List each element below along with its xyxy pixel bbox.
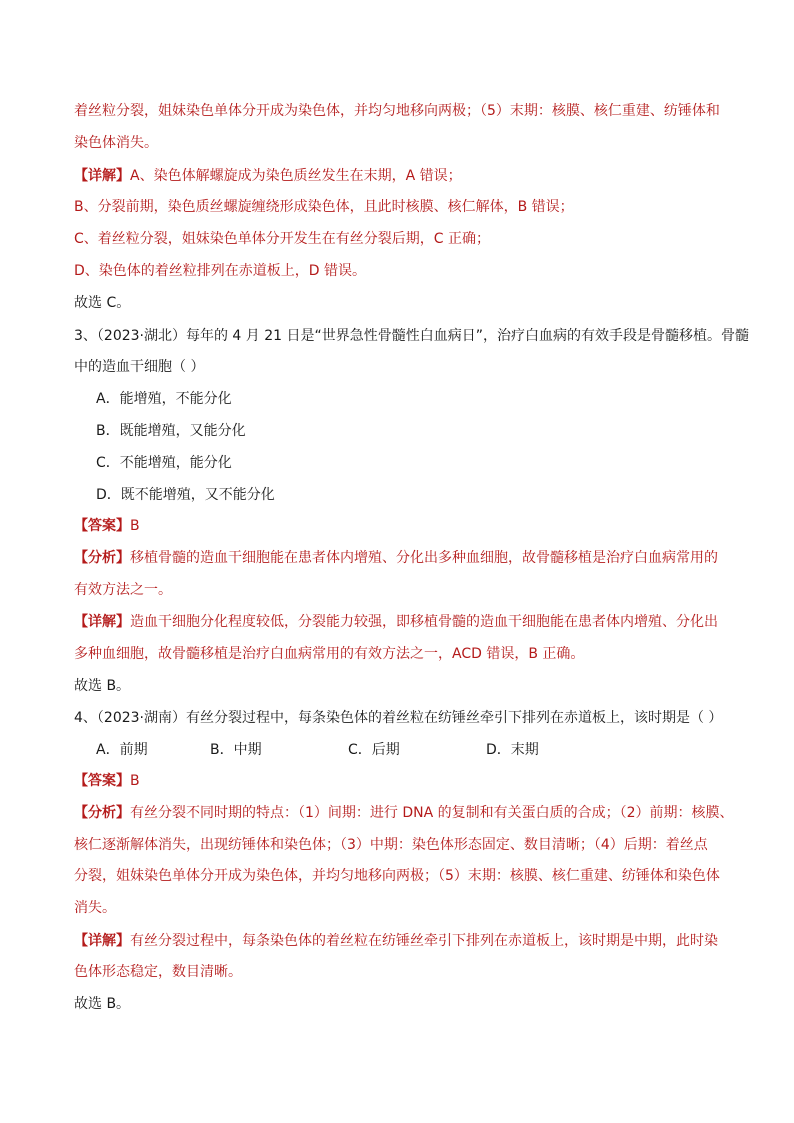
analysis-tag: 【分析】: [74, 550, 130, 566]
q3-option-a: A．能增殖，不能分化: [96, 391, 232, 407]
analysis-tag: 【分析】: [74, 805, 130, 821]
q2-detail-line-3: C、着丝粒分裂，姐妹染色单体分开发生在有丝分裂后期，C 正确；: [74, 231, 490, 247]
q4-detail-line-2: 色体形态稳定，数目清晰。: [74, 964, 242, 980]
detail-tag: 【详解】: [74, 614, 130, 630]
q3-option-b: B．既能增殖，又能分化: [96, 423, 246, 439]
q4-option-c: C．后期: [348, 742, 400, 758]
q4-answer: B: [130, 773, 140, 789]
q3-analysis-text-1: 移植骨髓的造血干细胞能在患者体内增殖、分化出多种血细胞，故骨髓移植是治疗白血病常用的: [130, 550, 718, 566]
q3-option-d: D．既不能增殖，又不能分化: [96, 487, 275, 503]
q4-detail-line-1: [74, 931, 724, 951]
q2-analysis-line-1: 着丝粒分裂，姐妹染色单体分开成为染色体，并均匀地移向两极；（5）末期：核膜、核仁重建、纺锤体和: [74, 103, 720, 119]
q3-analysis-line-1: [74, 548, 724, 568]
q3-option-c: C．不能增殖，能分化: [96, 455, 232, 471]
q2-detail-text-1: A、染色体解螺旋成为染色质丝发生在末期，A 错误；: [130, 168, 462, 184]
q2-detail-line-2: B、分裂前期，染色质丝螺旋缠绕形成染色体，且此时核膜、核仁解体，B 错误；: [74, 199, 574, 215]
answer-tag: 【答案】: [74, 518, 130, 534]
q3-answer-line: [74, 516, 724, 536]
q2-conclusion: 故选 C。: [74, 295, 131, 311]
q3-detail-line-1: [74, 612, 724, 632]
q3-stem-line-2: 中的造血干细胞（ ）: [74, 359, 205, 375]
q4-analysis-text-1: 有丝分裂不同时期的特点：（1）间期：进行 DNA 的复制和有关蛋白质的合成；（2）前期：核膜、: [130, 805, 734, 821]
q3-answer: B: [130, 518, 140, 534]
q3-conclusion: 故选 B。: [74, 678, 131, 694]
q4-stem: 4、（2023·湖南）有丝分裂过程中，每条染色体的着丝粒在纺锤丝牵引下排列在赤道板上，该时期是（ ）: [74, 710, 723, 726]
q3-stem-line-1: 3、（2023·湖北）每年的 4 月 21 日是“世界急性骨髓性白血病日”，治疗白血病的有效手段是骨髓移植。骨髓: [74, 328, 750, 344]
q4-option-a: A．前期: [96, 742, 148, 758]
q4-detail-text-1: 有丝分裂过程中，每条染色体的着丝粒在纺锤丝牵引下排列在赤道板上，该时期是中期，此时染: [130, 933, 718, 949]
q4-conclusion: 故选 B。: [74, 996, 131, 1012]
q4-option-d: D．末期: [486, 742, 539, 758]
q2-detail-line-4: D、染色体的着丝粒排列在赤道板上，D 错误。: [74, 263, 367, 279]
q4-analysis-line-4: 消失。: [74, 900, 116, 916]
q2-analysis-line-2: 染色体消失。: [74, 135, 158, 151]
q2-detail-line-1: [74, 166, 724, 186]
answer-tag: 【答案】: [74, 773, 130, 789]
q3-analysis-line-2: 有效方法之一。: [74, 582, 172, 598]
q4-analysis-line-2: 核仁逐渐解体消失，出现纺锤体和染色体；（3）中期：染色体形态固定、数目清晰；（4）后期：着丝点: [74, 837, 708, 853]
detail-tag: 【详解】: [74, 933, 130, 949]
detail-tag: 【详解】: [74, 168, 130, 184]
q3-detail-text-1: 造血干细胞分化程度较低，分裂能力较强，即移植骨髓的造血干细胞能在患者体内增殖、分化出: [130, 614, 718, 630]
q4-analysis-line-1: [74, 803, 734, 823]
q4-option-b: B．中期: [210, 742, 262, 758]
q4-analysis-line-3: 分裂，姐妹染色单体分开成为染色体，并均匀地移向两极；（5）末期：核膜、核仁重建、纺锤体和染色体: [74, 868, 720, 884]
q4-answer-line: [74, 771, 724, 791]
q3-detail-line-2: 多种血细胞，故骨髓移植是治疗白血病常用的有效方法之一，ACD 错误，B 正确。: [74, 646, 585, 662]
